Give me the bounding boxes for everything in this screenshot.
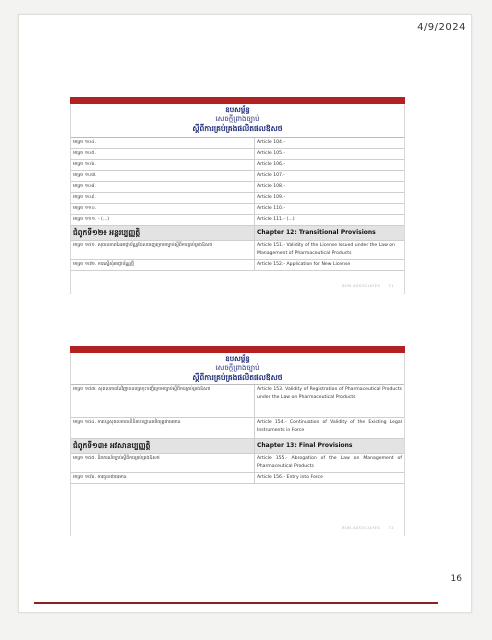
footer-slide-number: 72 — [388, 526, 394, 530]
cell-english: Article 153. Validity of Registration of Pharmaceutical Products under the Law on Pharmaceutical Products — [257, 387, 402, 400]
articles-table — [71, 384, 404, 484]
cell-khmer: មាត្រា ១៥២. ការស្នើសុំអាជ្ញាប័ណ្ណថ្មី — [71, 260, 255, 270]
cell-english: Article 152.- Application for New License — [257, 262, 351, 267]
slide-title-line-1: ឧបសម្ព័ន្ធ — [225, 355, 250, 363]
cell-english: Article 151.- Validity of the License Issued under the Law on Management of Pharmaceutical Products — [257, 243, 396, 256]
table-row — [71, 182, 404, 193]
chapter-english: Chapter 13: Final Provisions — [257, 442, 353, 449]
cell-khmer: មាត្រា ១០៩. — [71, 193, 255, 203]
cell-english: Article 109.- — [257, 195, 286, 200]
cell-khmer: មាត្រា ១១១. - (...) — [71, 215, 255, 225]
table-row — [71, 241, 404, 260]
cell-english: Article 107.- — [257, 173, 286, 178]
table-row — [71, 149, 404, 160]
table-row — [71, 385, 404, 418]
slide-footer — [342, 284, 394, 288]
cell-english: Article 106.- — [257, 162, 286, 167]
slide-footer — [342, 526, 394, 530]
table-row — [71, 138, 404, 149]
table-row — [71, 160, 404, 171]
slide-top-bar — [70, 97, 405, 104]
chapter-english: Chapter 12: Transitional Provisions — [257, 229, 376, 236]
table-row — [71, 204, 404, 215]
slide-2 — [70, 346, 405, 536]
cell-khmer: មាត្រា ១៥៣. សុពលភាពនៃវិញ្ញាបនបត្រចុះបញ្ជីក្រោមច្បាប់ស្តីពីការគ្រប់គ្រងឱសថ — [71, 385, 255, 417]
print-date: 4/9/2024 — [417, 22, 466, 33]
cell-khmer: មាត្រា ១៥៦. ការចូលជាធរមាន — [71, 473, 255, 483]
cell-english: Article 105.- — [257, 151, 286, 156]
footer-brand: BUN ASSOCIATES — [342, 284, 381, 288]
cell-khmer: មាត្រា ១០៤. — [71, 138, 255, 148]
cell-english: Article 110.- — [257, 206, 286, 211]
cell-english: Article 156.- Entry into Force — [257, 475, 323, 480]
cell-english: Article 108.- — [257, 184, 286, 189]
table-row — [71, 171, 404, 182]
slide-title-line-2: សេចក្តីព្រាងច្បាប់ — [215, 115, 260, 123]
cell-english: Article 104.- — [257, 140, 286, 145]
cell-english: Article 111.- (...) — [257, 217, 295, 222]
cell-khmer: មាត្រា ១១០. — [71, 204, 255, 214]
table-row — [71, 193, 404, 204]
slide-title-line-1: ឧបសម្ព័ន្ធ — [225, 106, 250, 114]
cell-khmer: មាត្រា ១៥៤. ការបន្តសុពលភាពលិខិតបទដ្ឋានគតិយុត្តជាធរមាន — [71, 418, 255, 438]
slide-title-line-3: ស្តីពីការគ្រប់គ្រងផលិតផលឱសថ — [192, 373, 283, 382]
table-row — [71, 454, 404, 473]
cell-khmer: មាត្រា ១៥១. សុពលភាពនៃអាជ្ញាប័ណ្ណដែលចេញក្រោមច្បាប់ស្តីពីការគ្រប់គ្រងឱសថ — [71, 241, 255, 259]
footer-slide-number: 71 — [388, 284, 394, 288]
chapter-khmer: ជំពូកទី១៣៖ អវសានប្បញ្ញត្តិ — [71, 439, 255, 453]
slide-title — [71, 355, 404, 383]
cell-english: Article 154.- Continuation of Validity of the Existing Legal Instruments in Force — [257, 420, 402, 433]
articles-table — [71, 137, 404, 271]
page-number: 16 — [450, 574, 462, 584]
cell-english: Article 155.- Abrogation of the Law on Management of Pharmaceutical Products — [257, 456, 402, 469]
footer-brand: BUN ASSOCIATES — [342, 526, 381, 530]
slide-title-line-2: សេចក្តីព្រាងច្បាប់ — [215, 364, 260, 372]
chapter-row — [71, 439, 404, 454]
cell-khmer: មាត្រា ១០៨. — [71, 182, 255, 192]
chapter-row — [71, 226, 404, 241]
cell-khmer: មាត្រា ១០៥. — [71, 149, 255, 159]
bottom-divider — [34, 602, 438, 604]
table-row — [71, 260, 404, 271]
table-row — [71, 215, 404, 226]
table-row — [71, 418, 404, 439]
slide-title-line-3: ស្តីពីការគ្រប់គ្រងផលិតផលឱសថ — [192, 124, 283, 133]
chapter-khmer: ជំពូកទី១២៖ អន្តរប្បញ្ញត្តិ — [71, 226, 255, 240]
slide-top-bar — [70, 346, 405, 353]
cell-khmer: មាត្រា ១៥៥. និរាករណ៍ច្បាប់ស្តីពីការគ្រប់គ្រងឱសថ — [71, 454, 255, 472]
slide-title — [71, 106, 404, 134]
slide-1 — [70, 97, 405, 294]
cell-khmer: មាត្រា ១០៦. — [71, 160, 255, 170]
cell-khmer: មាត្រា ១០៧. — [71, 171, 255, 181]
table-row — [71, 473, 404, 484]
